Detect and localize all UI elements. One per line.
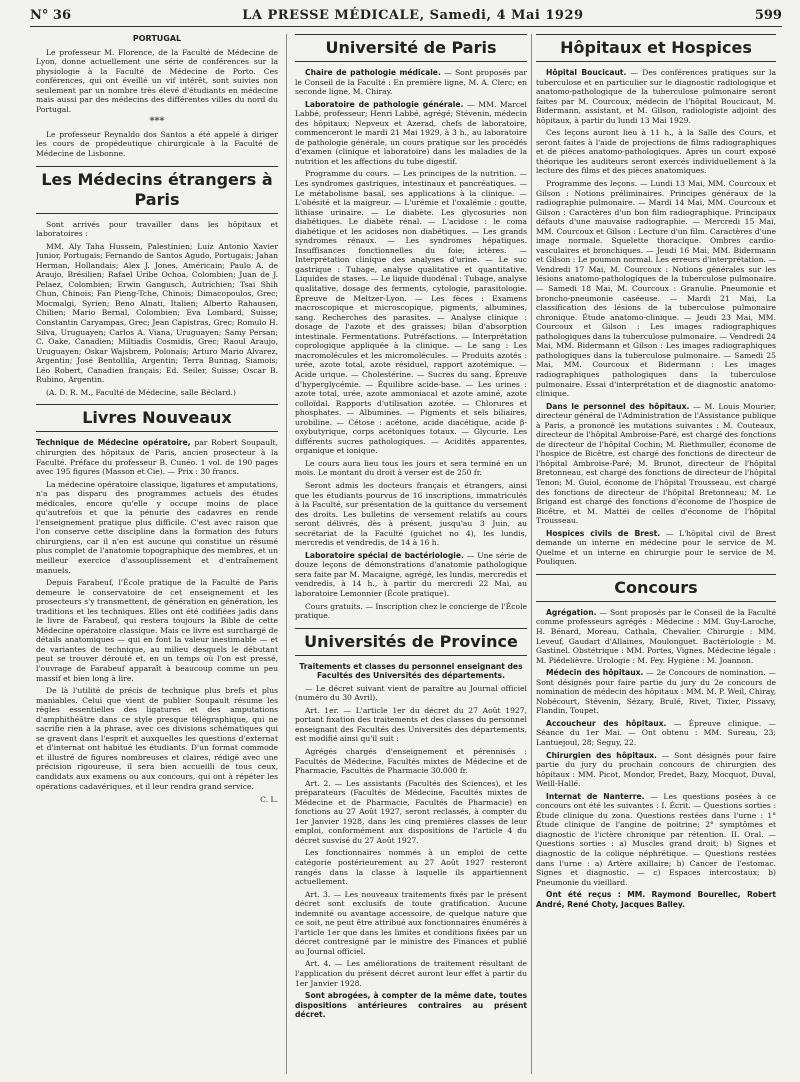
book-title: Technique de Médecine opératoire, [36,438,191,448]
page-number: 599 [754,7,782,23]
item-title: Chirurgien des hôpitaux. [546,750,657,760]
item-text: — Sont proposés par le Conseil de la Faculté : En première ligne, M. A. Clerc; en seconde ligne, M. Chiray. [295,68,527,97]
paragraph: Le cours aura lieu tous les jours et sera terminé en un mois. Le montant du droit à verser est de 250 fr. [295,458,527,478]
signature: C. L. [260,795,278,805]
column-divider [286,34,287,1074]
item-title: Dans le personnel des hôpitaux. [546,401,690,411]
item-text: — M. Louis Mourier, directeur général de l'Administration de l'Assistance publique à Paris, a prononcé les mutations suivantes : M. Couteaux, directeur de l'hôpital Ambroise-Paré, est chargé des fonctions de directeur de l'hôpital Cochin; M. Riethmuller, économe de l'hospice de Bicêtre, est chargé des fonctions de directeur de l'hôpital Ambroise-Paré; M. Brunot, directeur de l'hôpital Bretonneau, est chargé des fonctions de directeur de l'hôpital Tenon; M. Guiol, économe de l'hôpital Trousseau, est chargé des fonctions de directeur de l'hôpital Bretonneau; M. Le Brigand est chargé des fonctions d'économe de l'hospice de Bicêtre, et M. Mattéi de celles d'économe de l'hôpital Trousseau. [536,401,776,526]
item [536,668,776,716]
column-right [536,34,776,1074]
paragraph: Le professeur Reynaldo dos Santos a été appelé à diriger les cours de propédeutique chirurgicale à la Faculté de Médecine de Lisbonne. [36,129,278,159]
paragraph: Agrégés chargés d'enseignement et pérennisés : Facultés de Médecine, Facultés mixtes de Médecine et de Pharmacie, Facultés de Pharmacie 30.000 fr. [295,747,527,776]
item-title: Hospices civils de Brest. [546,528,661,538]
item-text: — L'hôpital civil de Brest demande un interne en médecine pour le service de M. Quelme et un interne en chirurgie pour le service de M. Pouliquen. [536,528,776,567]
item-text: — 2e Concours de nomination. — Sont désignés pour faire partie du jury du 2e concours de nomination de médecin des hôpitaux : MM. M. P. Weil, Chiray, Nobécourt, Stévenin, Sézary, Brulé, Rivet, Tixier, Pissavy, Flandin, Toupet. [536,668,776,716]
paragraph: Art. 2. — Les assistants (Facultés des Sciences), et les préparateurs (Facultés de Médecine, Facultés mixtes de Médecine et de Pharmacie, Facultés de Pharmacie) en fonctions au 27 Août 1927, seront reclassés, à compter du 1er Janvier 1928, dans les cinq premières classes de leur emploi, conformément aux dispositions de l'article 4 du décret susvisé du 27 Août 1927. [295,778,527,845]
masthead-title: LA PRESSE MÉDICALE, Samedi, 4 Mai 1929 [242,7,584,23]
paragraph: Ces leçons auront lieu à 11 h., à la Salle des Cours, et seront faites à l'aide de projections de films radiographiques et de pièces anatomo-pathologiques. Après un court exposé théorique les auditeurs seront exercés individuellement à la lecture des films et des pièces anatomiques. [536,128,776,176]
item-text: — Sont désignés pour faire partie du jury du prochain concours de chirurgien des hôpitaux : MM. Picot, Mondor, Fredet, Bazy, Mocquot, Duval, Weill-Hallé. [536,750,776,789]
item [536,68,776,125]
column-left [36,34,278,1074]
item [295,551,527,599]
paragraph: Sont arrivés pour travailler dans les hôpitaux et laboratoires : [36,219,278,239]
item-text: — Les questions posées à ce concours ont été les suivantes : I. Écrit. — Questions sorties : Étude clinique du zona. Questions restées dans l'urne : 1° Étude clinique de l'angine de poitrine; 2° symptômes et diagnostic de l'ictère chronique par rétention. II. Oral. — Questions sorties : a) Muscles grand droit; b) Signes et diagnostic de la colique néphrétique. — Questions restées dans l'urne : a) Artère axillaire; b) Cancer de l'estomac. Signes et diagnostic. — c) Espaces intercostaux; b) Pneumonie du vieillard. [536,791,776,887]
paragraph: De là l'utilité de précis de technique plus brefs et plus maniables. Celui que vient de publier Soupault résume les règles essentielles des ligatures et des amputations d'amphithéâtre dans ce style presque télégraphique, qui ne sacrifie rien à la phrase, avec ces divisions schématiques qui se gravent dans l'esprit et auxquelles les questions d'externat et d'internat ont habitué les étudiants. D'un format commode et illustré de figures nombreuses et claires, rédigé avec une précision rigoureuse, il sera bien accueilli de tous ceux, candidats aux examens ou aux concours, qui ont à répéter les opérations cadavériques, et il leur rendra grand service. [36,686,278,791]
item-title: Chaire de pathologie médicale. [305,68,441,77]
book-details: par Robert Soupault, chirurgien des hôpitaux de Paris, ancien prosecteur à la Faculté. Préface du professeur B. Cunéo. 1 vol. de 190 pages avec 195 figures (Masson et Cie). — Prix : 30 francs. [36,438,278,477]
section-heading-etrangers: Les Médecins étrangers à Paris [36,166,278,214]
item-title: Internat de Nanterre. [546,791,645,801]
section-heading-paris: Université de Paris [295,34,527,62]
item-title: Accoucheur des hôpitaux. [546,718,667,728]
paragraph: Programme du cours. — Les principes de la nutrition. — Les syndromes gastriques, intestinaux et pancréatiques. — Le métabolisme basal, ses applications à la clinique. — L'obésité et la maigreur. — L'urémie et l'oxalémie : goutte, lithiase urinaire. — Le diabète. Les glycosuries non diabétiques. Le diabète rénal. — L'acidose : le coma diabétique et les acidoses non diabétiques. — Les grands syndromes rénaux. — Les syndromes hépatiques. Insuffisances fonctionnelles du foie; ictères. — Interprétation clinique des analyses d'urine. — Le suc gastrique : Tubage, analyse qualitative et quantitative. Liquides de stases. — Le liquide duodénal : Tubage, analyse qualitative, dosage des ferments, cytologie, parasitologie. Épreuve de Meltzer-Lyon. — Les fèces : Examens macroscopique et microscopique, pigments, albumines, sang. Recherches des parasites. — Analyse clinique : dosage de l'azote et des graisses; bilan d'absorption intestinale. Fermentations. Putréfactions. — Interprétation coprologique appliquée à la clinique. — Le sang : Les macromolécules et les micromolécules. — Produits azotés : urée, azote total, azote résiduel, rapport azotémique. — Acide urique. — Cholestérine. — Sucres du sang. Épreuve d'hyperglycémie. — Équilibre acide-base. — Les urines : azote total, urée, azote ammoniacal et azote aminé, azote colloïdal. Rapports d'utilisation azotée. — Chlorures et phosphates. — Albumines. — Pigments et sels biliaires, urobiline. — Cétose : acétone, acide diacétique, acide β-oxybutyrique, corps acétoniques totaux. — Glycurie. Les différents sucres pathologiques. — Acidités apparentes, organique et ionique. [295,169,527,456]
section-heading-province: Universités de Province [295,628,527,656]
paragraph: Ont été reçus : MM. Raymond Bourellec, Robert André, René Choty, Jacques Balley. [536,890,776,909]
item-text: — Sont proposés par le Conseil de la Faculté comme professeurs agrégés : Médecine : MM. Guy-Laroche, H. Bénard, Moreau, Cathala, Chevalier. Chirurgie : MM. Leveuf, Gaudart d'Allaines, Moulonguet. Bactériologie : M. Gastinel. Obstétrique : MM. Portes, Vignes. Médecine légale : M. Piédelièvre. Urologie : M. Fey. Hygiène : M. Joannon. [536,607,776,665]
separator-stars: *** [149,116,165,128]
paragraph: Art. 3. — Les nouveaux traitements fixés par le présent décret sont exclusifs de toute gratification. Aucune indemnité ou avantage accessoire, de quelque nature que ce soit, ne peut être attribué aux fonctionnaires énumérés à l'article 1er que dans les limites et conditions fixées par un décret contresigné par le ministre des Finances et publié au Journal officiel. [295,889,527,956]
page-header [30,4,782,27]
item-text: — Une série de douze leçons de démonstrations d'anatomie pathologique sera faite par M. Macaigne, agrégé, les lundis, mercredis et vendredis, à 14 h., à partir du mercredi 22 Mai, au laboratoire Lemonnier (École pratique). [295,550,527,598]
section-heading-livres: Livres Nouveaux [36,404,278,432]
item-text: — Épreuve clinique. — Séance du 1er Mai. — Ont obtenu : MM. Sureau, 23; Lantuejoul, 28; Seguy, 22. [536,718,776,747]
item-title: Laboratoire spécial de bactériologie. [305,550,464,560]
paragraph: La médecine opératoire classique, ligatures et amputations, n'a pas disparu des programmes actuels des études médicales, encore qu'elle y occupe moins de place qu'autrefois et que la pénurie des cadavres en rende l'enseignement pratique plus difficile. C'est avec raison que l'on conserve cette discipline dans la formation des futurs chirurgiens, car il n'en est aucune qui constitue un résumé plus complet de l'anatomie topographique des membres, et un meilleur exercice d'assouplissement et d'entraînement manuels. [36,479,278,575]
item [295,100,527,167]
item-title: Hôpital Boucicaut. [546,68,627,77]
section-heading-hopitaux: Hôpitaux et Hospices [536,34,776,62]
item-text: — MM. Marcel Labbé, professeur; Henri Labbé, agrégé; Stévenin, médecin des hôpitaux; Nepveux et Azerad, chefs de laboratoire, commenceront le mardi 21 Mai 1929, à 3 h., au laboratoire de pathologie générale, un cours pratique sur les procédés d'examen (clinique et laboratoire) dans les maladies de la nutrition et les affections du tube digestif. [295,99,527,166]
book-entry [36,438,278,476]
paragraph: Seront admis les docteurs français et étrangers, ainsi que les étudiants pourvus de 16 inscriptions, immatriculés à la Faculté, sur présentation de la quittance du versement des droits. Les bulletins de versement relatifs au cours seront délivrés, dès à présent, jusqu'au 3 Juin, au secrétariat de la Faculté (guichet no 4), les lundis, mercredis et vendredis, de 14 à 16 h. [295,480,527,548]
paragraph: Le professeur M. Florence, de la Faculté de Médecine de Lyon, donne actuellement une série de conférences sur la physiologie à la Faculté de Médecine de Porto. Ces conférences, qui ont éveillé un vif intérêt, sont suivies non seulement par un nombre très élevé d'étudiants en médecine mais aussi par des médecins des différentes villes du nord du Portugal. [36,47,278,114]
paragraph: Les fonctionnaires nommés à un emploi de cette catégorie postérieurement au 27 Août 1927 resteront rangés dans la classe à laquelle ils appartiennent actuellement. [295,848,527,887]
item-title: Agrégation. [546,607,597,617]
item [295,68,527,97]
item [536,402,776,526]
item [536,608,776,665]
item-text: — Des conférences pratiques sur la tuberculose et en particulier sur le diagnostic radiologique et anatomo-pathologique de la tuberculose pulmonaire seront faites par M. Courcoux, médecin de l'hôpital Boucicaut, M. Bidermann, assistant, et M. Gilson, radiologiste adjoint des hôpitaux, à partir du lundi 13 Mai 1929. [536,68,776,125]
portugal-heading: PORTUGAL [132,34,182,43]
paragraph: Art. 1er. — L'article 1er du décret du 27 Août 1927, portant fixation des traitements et des classes du personnel enseignant des Facultés des Universités des départements, est modifié ainsi qu'il suit : [295,705,527,744]
item-title: Laboratoire de pathologie générale. [305,99,464,109]
paragraph: Sont abrogées, à compter de la même date, toutes dispositions antérieures contraires au présent décret. [295,991,527,1020]
paragraph: MM. Aly Taha Hussein, Palestinien; Luiz Antonio Xavier Junior, Portugais; Fernando de Santos Agudo, Portugais; Jahan Herman, Hollandais; Alex J. Jones, Américain; Paulo A. de Araujo, Brésilien; Rafael Uribe Ochoa, Colombien; Juan de J. Pelaez, Colombien; Erwin Gangusch, Autrichien; Tsai Shih Chun, Chinois; Fan Pieng-Tche, Chinois; Dimacopoulos, Grec; Mocmalgi, Syrien; Beno Alnati, Italien; Alberto Rahausen, Chilien; Mario Bernal, Colombien; Eva Lombard, Suisse; Constantin Caryampas, Grec; Jean Capistras, Grec; Romulo H. Silva, Uruguayen; Carlos A. Viana, Uruguayen; Samy Persan; C. Oake, Canadien; Miltiadis Cosmidis, Grec; Raoul Araujo, Uruguayen; Oskar Wajsbrem, Polonais; Arturo Mario Alvarez, Argentin; José Bentollila, Argentin; Terra Bunnag, Siamois; Léo Robert, Canadien français; Ed. Seiler, Suisse; Oscar B. Rubino, Argentin. [36,241,278,385]
item [536,751,776,789]
column-middle [295,34,527,1074]
item [536,529,776,567]
paragraph: Programme des leçons. — Lundi 13 Mai, MM. Courcoux et Gilson : Notions préliminaires. Principes généraux de la radiographie pulmonaire. — Mardi 14 Mai, MM. Courcoux et Gilson : Caractères d'un bon film radiographique. Principaux défauts d'une mauvaise radiographie. — Mercredi 15 Mai, MM. Courcoux et Gilson : Lecture d'un film. Caractères d'une image normale. Squelette thoracique. Ombres cardio-vasculaires et bronchiques. — Jeudi 16 Mai, MM. Bidermann et Gilson : Le poumon normal. Les erreurs d'interprétation. — Vendredi 17 Mai, M. Courcoux : Notions générales sur les lésions anatomo-pathologiques de la tuberculose pulmonaire. — Samedi 18 Mai, M. Courcoux : Granulie. Pneumonie et broncho-pneumonie caséeuse. — Mardi 21 Mai, La classification des lésions de la tuberculose pulmonaire chronique. Étude anatomo-clinique. — Jeudi 23 Mai, MM. Courcoux et Gilson : Les images radiographiques pathologiques dans la tuberculose pulmonaire. — Vendredi 24 Mai, MM. Bidermann et Gilson : Les images radiographiques pathologiques dans la tuberculose pulmonaire. — Samedi 25 Mai, MM. Courcoux et Bidermann : Les images radiographiques pathologiques dans la tuberculose pulmonaire. Essai d'interprétation et de diagnostic anatomo-clinique. [536,179,776,399]
item-title-centered: Traitements et classes du personnel enseignant des Facultés des Universités des départements. [299,661,523,681]
column-divider [531,34,532,1074]
item [536,792,776,887]
item [536,719,776,748]
issue-number: N° 36 [30,7,71,23]
paragraph-source: (A. D. R. M., Faculté de Médecine, salle Béclard.) [46,387,236,397]
section-heading-concours: Concours [536,574,776,602]
paragraph: Art. 4. — Les améliorations de traitement résultant de l'application du présent décret auront leur effet à partir du 1er Janvier 1928. [295,959,527,988]
paragraph: Depuis Farabeuf, l'École pratique de la Faculté de Paris demeure le conservatoire de cet enseignement et les prosecteurs s'y transmettent, de génération en génération, les traditions et les techniques. Elles ont été codifiées jadis dans le livre de Farabeuf, qui restera toujours la Bible de cette Médecine opératoire classique. Mais ce livre est surchargé de détails anatomiques — qui en font la valeur inestimable — et de variantes de technique, au milieu desquels le débutant peut se trouver dérouté et, en un temps où l'on est pressé, l'ouvrage de Farabeuf apparaît à beaucoup comme un peu massif et bien long à lire. [36,578,278,683]
paragraph: Cours gratuits. — Inscription chez le concierge de l'École pratique. [295,601,527,621]
item-title: Médecin des hôpitaux. [546,668,644,678]
paragraph: — Le décret suivant vient de paraître au Journal officiel (numéro du 30 Avril). [295,683,527,703]
